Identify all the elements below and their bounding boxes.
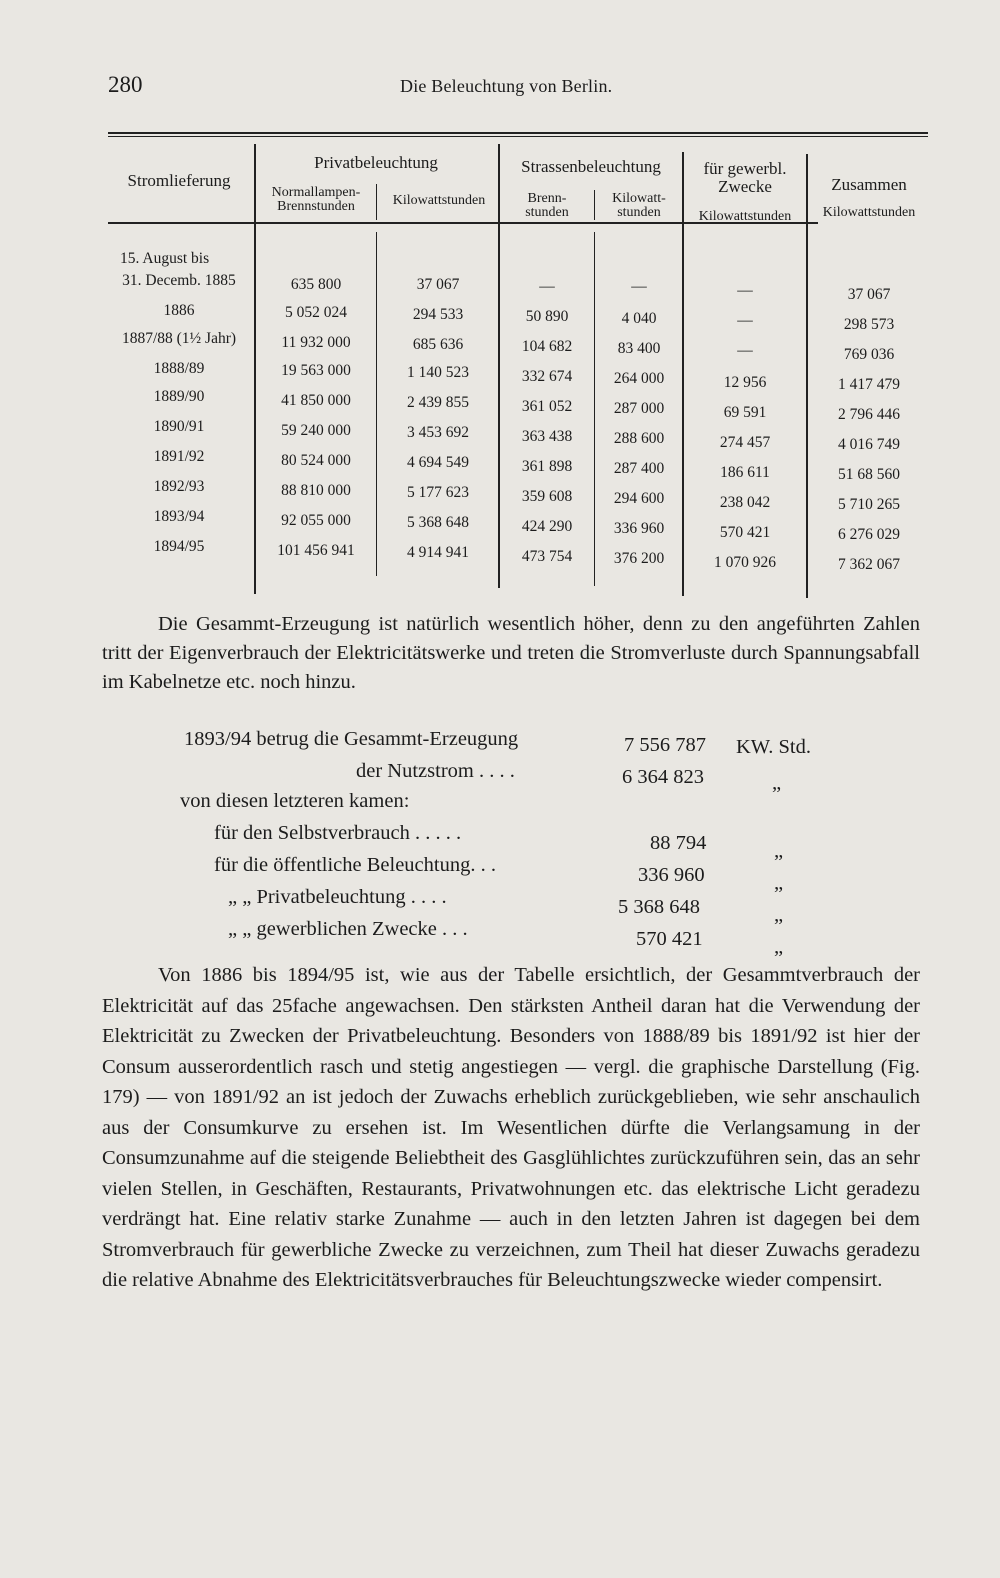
cell-normal: 19 563 000 <box>281 362 351 379</box>
header-normal-1: Normallampen- <box>271 185 361 200</box>
cell-privat-kw: 4 914 941 <box>407 544 469 561</box>
summary-line-2-value: 6 364 823 <box>622 766 704 788</box>
cell-zusammen: 4 016 749 <box>838 436 900 453</box>
cell-privat-kw: 4 694 549 <box>407 454 469 471</box>
summary-item-value: 88 794 <box>650 832 707 854</box>
cell-strasse-kw: 287 000 <box>613 400 665 417</box>
cell-zusammen: 37 067 <box>847 286 891 303</box>
cell-gewerbl: 186 611 <box>720 464 770 481</box>
cell-gewerbl: 238 042 <box>719 494 771 511</box>
cell-gewerbl: 69 591 <box>723 404 767 421</box>
cell-zusammen: 5 710 265 <box>838 496 900 513</box>
cell-zusammen: 51 68 560 <box>838 466 900 483</box>
header-stromlieferung: Stromlieferung <box>127 171 231 190</box>
header-privat-kw: Kilowattstunden <box>392 193 486 208</box>
col-divider-2b-head <box>594 190 595 220</box>
cell-normal: 5 052 024 <box>285 304 347 321</box>
cell-normal: 11 932 000 <box>281 334 351 351</box>
cell-normal: 101 456 941 <box>277 542 355 559</box>
cell-strasse-kw: 336 960 <box>613 520 665 537</box>
row-year: 1886 <box>163 302 195 319</box>
row-year: 1890/91 <box>153 418 205 435</box>
summary-item-label: für den Selbstverbrauch . . . . . <box>214 822 462 844</box>
header-gewerbl-kw: Kilowattstunden <box>698 209 792 224</box>
row-year: 1891/92 <box>153 448 205 465</box>
header-privat: Privatbeleuchtung <box>314 153 438 172</box>
cell-brenn: 332 674 <box>521 368 573 385</box>
row-year: 1887/88 (1½ Jahr) <box>121 330 237 347</box>
cell-normal: 41 850 000 <box>281 392 351 409</box>
summary-item-label: „ „ gewerblichen Zwecke . . . <box>228 918 468 940</box>
cell-gewerbl: 12 956 <box>723 374 767 391</box>
paragraph-gesammt-erzeugung <box>102 610 920 697</box>
row-year: 1894/95 <box>153 538 205 555</box>
cell-zusammen: 2 796 446 <box>838 406 900 423</box>
cell-zusammen: 7 362 067 <box>838 556 900 573</box>
row-label-prefix: 15. August bis <box>120 250 210 267</box>
summary-item-value: 5 368 648 <box>618 896 700 918</box>
summary-line-2-label: der Nutzstrom . . . . <box>356 760 515 782</box>
summary-line-1-label: 1893/94 betrug die Gesammt-Erzeugung <box>184 728 519 750</box>
cell-privat-kw: 5 368 648 <box>407 514 469 531</box>
table-top-rule-thin <box>108 136 928 137</box>
summary-item-value: 336 960 <box>638 864 705 886</box>
header-zusammen: Zusammen <box>831 175 907 194</box>
paragraph-text: Die Gesammt-Erzeugung ist natürlich wesentlich höher, denn zu den angeführten Zahlen tritt der Eigenverbrauch der Elektricitätswerke und treten die Stromverluste durch Spannungsabfall im Kabelnetze etc. noch hinzu. <box>102 613 920 693</box>
cell-privat-kw: 685 636 <box>412 336 464 353</box>
cell-strasse-kw: 376 200 <box>613 550 665 567</box>
cell-strasse-kw: 294 600 <box>613 490 665 507</box>
cell-brenn: 361 052 <box>521 398 573 415</box>
cell-brenn: 363 438 <box>521 428 573 445</box>
cell-brenn: 50 890 <box>525 308 569 325</box>
cell-normal: 59 240 000 <box>281 422 351 439</box>
cell-normal: 635 800 <box>290 276 342 293</box>
cell-gewerbl: — <box>737 342 753 359</box>
running-title: Die Beleuchtung von Berlin. <box>400 76 613 96</box>
ditto-mark: „ <box>774 936 784 958</box>
cell-brenn: — <box>539 278 555 295</box>
cell-strasse-kw: 287 400 <box>613 460 665 477</box>
electricity-table <box>106 128 930 598</box>
cell-strasse-kw: 264 000 <box>613 370 665 387</box>
row-year: 1889/90 <box>153 388 205 405</box>
cell-gewerbl: 1 070 926 <box>714 554 776 571</box>
summary-item-label: für die öffentliche Beleuchtung. . . <box>214 854 496 876</box>
cell-zusammen: 6 276 029 <box>838 526 900 543</box>
page-number: 280 <box>108 72 143 97</box>
header-gewerbl-2: Zwecke <box>718 177 772 196</box>
cell-privat-kw: 3 453 692 <box>407 424 469 441</box>
summary-line-3: von diesen letzteren kamen: <box>180 790 410 812</box>
cell-privat-kw: 37 067 <box>416 276 460 293</box>
row-year: 1893/94 <box>153 508 205 525</box>
cell-gewerbl: 274 457 <box>719 434 771 451</box>
cell-zusammen: 1 417 479 <box>838 376 900 393</box>
cell-strasse-kw: — <box>631 278 647 295</box>
cell-strasse-kw: 83 400 <box>617 340 661 357</box>
row-year: 1892/93 <box>153 478 205 495</box>
cell-zusammen: 769 036 <box>843 346 895 363</box>
cell-strasse-kw: 4 040 <box>621 310 657 327</box>
header-strasse-kw-1: Kilowatt- <box>612 191 666 206</box>
cell-strasse-kw: 288 600 <box>613 430 665 447</box>
cell-privat-kw: 2 439 855 <box>407 394 469 411</box>
summary-item-label: „ „ Privatbeleuchtung . . . . <box>228 886 447 908</box>
ditto-mark: „ <box>774 904 784 926</box>
cell-privat-kw: 1 140 523 <box>407 364 469 381</box>
summary-line-1-unit: KW. Std. <box>736 736 811 758</box>
cell-brenn: 359 608 <box>521 488 573 505</box>
row-year: 31. Decemb. 1885 <box>122 272 236 289</box>
header-strasse-kw-2: stunden <box>617 205 661 220</box>
cell-gewerbl: 570 421 <box>719 524 771 541</box>
summary-line-1-value: 7 556 787 <box>624 734 706 756</box>
cell-privat-kw: 294 533 <box>412 306 464 323</box>
ditto-mark: „ <box>772 772 782 794</box>
col-divider-2b <box>594 232 595 586</box>
header-brenn-2: stunden <box>525 205 569 220</box>
paragraph-text: Von 1886 bis 1894/95 ist, wie aus der Tabelle ersichtlich, der Gesammtverbrauch der Elektricität auf das 25fache angewachsen. Den stärksten Antheil daran hat die Verwendung der Elektricität zu Zwecken der Privatbeleuchtung. Besonders von 1888/89 bis 1891/92 ist hier der Consum ausserordentlich rasch und stetig angestiegen — vergl. die graphische Darstellung (Fig. 179) — von 1891/92 an ist jedoch der Zuwachs erheblich zurückgeblieben, wie sehr anschaulich aus der Consumkurve zu ersehen ist. Im Wesentlichen dürfte die Verlangsamung in der Consumzunahme auf die steigende Beliebtheit des Gasglühlichtes zurückzuführen sein, das an sehr vielen Stellen, in Geschäften, Restaurants, Privatwohnungen etc. das elektrische Licht geradezu verdrängt hat. Eine relativ starke Zunahme — auch in den letzten Jahren ist dagegen bei dem Stromverbrauch für gewerbliche Zwecke zu verzeichnen, zum Theil hat dieser Zuwachs geradezu die relative Abnahme des Elektricitätsverbrauches für Beleuchtungszwecke wieder compensirt. <box>102 964 920 1291</box>
col-divider-1b <box>376 232 377 576</box>
summary-line-1 <box>184 728 518 751</box>
col-divider-1b-head <box>376 184 377 220</box>
header-gewerbl-1: für gewerbl. <box>703 159 787 178</box>
header-normal-2: Brennstunden <box>277 199 355 214</box>
paragraph-gesammtverbrauch <box>102 960 920 1296</box>
cell-normal: 92 055 000 <box>281 512 351 529</box>
ditto-mark: „ <box>774 872 784 894</box>
cell-normal: 88 810 000 <box>281 482 351 499</box>
cell-gewerbl: — <box>737 312 753 329</box>
cell-brenn: 473 754 <box>521 548 573 565</box>
cell-privat-kw: 5 177 623 <box>407 484 469 501</box>
cell-brenn: 361 898 <box>521 458 573 475</box>
header-brenn-1: Brenn- <box>527 191 567 206</box>
cell-brenn: 424 290 <box>521 518 573 535</box>
cell-normal: 80 524 000 <box>281 452 351 469</box>
cell-brenn: 104 682 <box>521 338 573 355</box>
header-strasse: Strassenbeleuchtung <box>521 157 661 176</box>
row-year: 1888/89 <box>153 360 205 377</box>
table-top-rule <box>108 132 928 134</box>
page-header <box>106 70 926 104</box>
cell-zusammen: 298 573 <box>843 316 895 333</box>
header-zusammen-kw: Kilowattstunden <box>822 205 916 220</box>
cell-gewerbl: — <box>737 282 753 299</box>
ditto-mark: „ <box>774 840 784 862</box>
summary-item-value: 570 421 <box>636 928 703 950</box>
